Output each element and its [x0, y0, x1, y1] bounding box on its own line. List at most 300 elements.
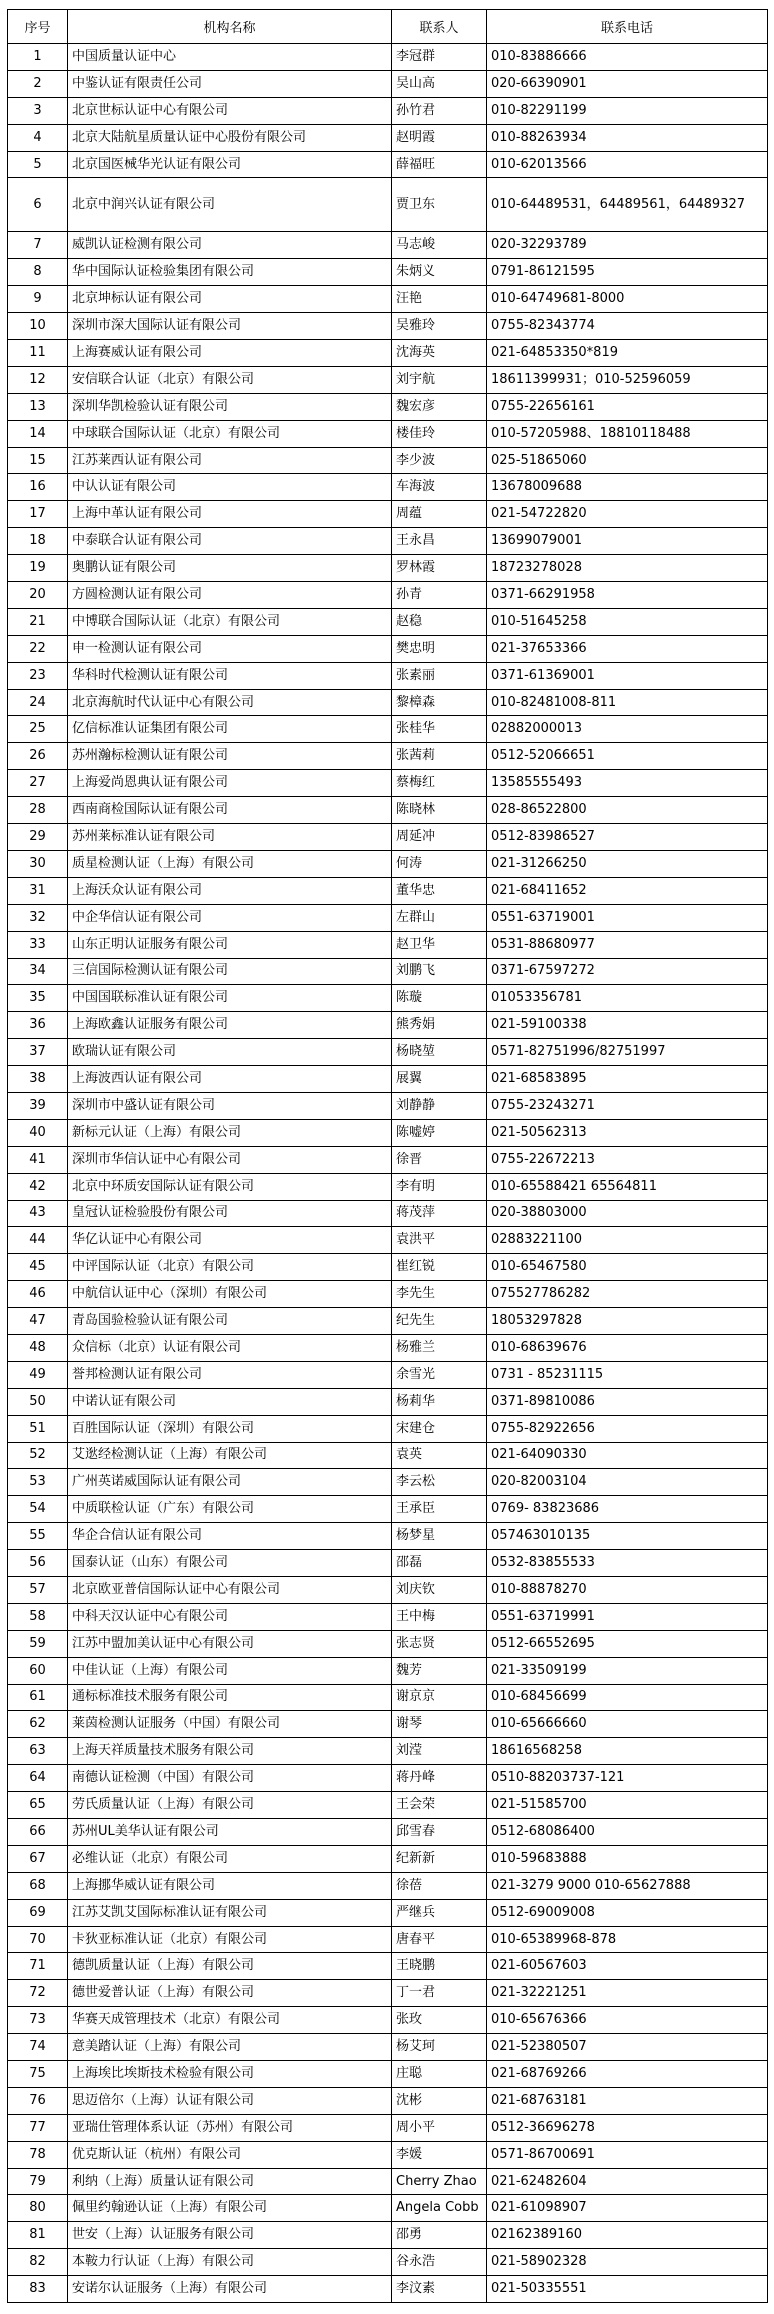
cell-serial: 1	[8, 44, 68, 71]
cell-serial: 39	[8, 1092, 68, 1119]
cell-contact: 刘宇航	[392, 366, 487, 393]
cell-phone: 021-37653366	[487, 635, 768, 662]
cell-contact: 王会荣	[392, 1792, 487, 1819]
cell-phone: 010-64749681-8000	[487, 286, 768, 313]
cell-organization: 誉邦检测认证有限公司	[68, 1361, 392, 1388]
cell-serial: 69	[8, 1899, 68, 1926]
table-row	[8, 232, 768, 259]
cell-organization: 北京海航时代认证中心有限公司	[68, 689, 392, 716]
cell-serial: 71	[8, 1953, 68, 1980]
cell-organization: 安信联合认证（北京）有限公司	[68, 366, 392, 393]
cell-organization: 奥鹏认证有限公司	[68, 555, 392, 582]
cell-serial: 77	[8, 2114, 68, 2141]
table-row	[8, 1200, 768, 1227]
cell-phone: 0371-67597272	[487, 958, 768, 985]
table-row	[8, 1872, 768, 1899]
cell-phone: 0755-82922656	[487, 1415, 768, 1442]
cell-organization: 北京中润兴认证有限公司	[68, 178, 392, 232]
cell-serial: 50	[8, 1388, 68, 1415]
table-row	[8, 501, 768, 528]
table-row	[8, 124, 768, 151]
cell-serial: 48	[8, 1334, 68, 1361]
cell-serial: 58	[8, 1603, 68, 1630]
cell-serial: 17	[8, 501, 68, 528]
table-row	[8, 1845, 768, 1872]
cell-serial: 59	[8, 1630, 68, 1657]
cell-contact: 李媛	[392, 2141, 487, 2168]
cell-organization: 申一检测认证有限公司	[68, 635, 392, 662]
cell-contact: 张茜莉	[392, 743, 487, 770]
cell-serial: 10	[8, 313, 68, 340]
table-row	[8, 1308, 768, 1335]
cell-contact: 李少波	[392, 447, 487, 474]
cell-contact: 邵勇	[392, 2222, 487, 2249]
cell-phone: 021-3279 9000 010-65627888	[487, 1872, 768, 1899]
cell-serial: 47	[8, 1308, 68, 1335]
cell-contact: 杨雅兰	[392, 1334, 487, 1361]
cell-contact: 吴雅玲	[392, 313, 487, 340]
cell-serial: 15	[8, 447, 68, 474]
table-row	[8, 151, 768, 178]
cell-organization: 北京国医械华光认证有限公司	[68, 151, 392, 178]
cell-phone: 010-83886666	[487, 44, 768, 71]
cell-serial: 16	[8, 474, 68, 501]
table-row	[8, 393, 768, 420]
cell-serial: 29	[8, 824, 68, 851]
cell-serial: 83	[8, 2276, 68, 2303]
table-row	[8, 259, 768, 286]
cell-organization: 德凯质量认证（上海）有限公司	[68, 1953, 392, 1980]
cell-organization: 劳氏质量认证（上海）有限公司	[68, 1792, 392, 1819]
table-row	[8, 1684, 768, 1711]
cell-phone: 021-50562313	[487, 1119, 768, 1146]
table-row	[8, 931, 768, 958]
table-row	[8, 877, 768, 904]
cell-organization: 华科时代检测认证有限公司	[68, 662, 392, 689]
cell-organization: 安诺尔认证服务（上海）有限公司	[68, 2276, 392, 2303]
cell-contact: 张志贤	[392, 1630, 487, 1657]
cell-phone: 021-59100338	[487, 1012, 768, 1039]
cell-serial: 67	[8, 1845, 68, 1872]
table-row	[8, 1173, 768, 1200]
table-row	[8, 1953, 768, 1980]
cell-organization: 中评国际认证（北京）有限公司	[68, 1254, 392, 1281]
table-row	[8, 1657, 768, 1684]
table-row	[8, 1765, 768, 1792]
cell-contact: 袁洪平	[392, 1227, 487, 1254]
cell-serial: 62	[8, 1711, 68, 1738]
table-row	[8, 1576, 768, 1603]
cell-organization: 莱茵检测认证服务（中国）有限公司	[68, 1711, 392, 1738]
cell-phone: 0571-82751996/82751997	[487, 1039, 768, 1066]
cell-organization: 中博联合国际认证（北京）有限公司	[68, 608, 392, 635]
cell-contact: 熊秀娟	[392, 1012, 487, 1039]
cell-contact: 朱炳义	[392, 259, 487, 286]
cell-organization: 上海中革认证有限公司	[68, 501, 392, 528]
cell-organization: 江苏莱西认证有限公司	[68, 447, 392, 474]
table-row	[8, 1899, 768, 1926]
cell-serial: 68	[8, 1872, 68, 1899]
cell-contact: 蒋丹峰	[392, 1765, 487, 1792]
cell-serial: 82	[8, 2249, 68, 2276]
cell-contact: 徐晋	[392, 1146, 487, 1173]
cell-phone: 021-64853350*819	[487, 340, 768, 367]
table-row	[8, 286, 768, 313]
cell-serial: 4	[8, 124, 68, 151]
cell-organization: 欧瑞认证有限公司	[68, 1039, 392, 1066]
cell-organization: 上海天祥质量技术服务有限公司	[68, 1738, 392, 1765]
cell-contact: 展翼	[392, 1066, 487, 1093]
cell-organization: 亚瑞仕管理体系认证（苏州）有限公司	[68, 2114, 392, 2141]
cell-serial: 64	[8, 1765, 68, 1792]
cell-organization: 艾逖经检测认证（上海）有限公司	[68, 1442, 392, 1469]
cell-phone: 0769- 83823686	[487, 1496, 768, 1523]
cell-organization: 华亿认证中心有限公司	[68, 1227, 392, 1254]
table-body	[8, 44, 768, 2303]
cell-contact: 沈海英	[392, 340, 487, 367]
table-row	[8, 474, 768, 501]
cell-phone: 0510-88203737-121	[487, 1765, 768, 1792]
cell-phone: 0551-63719001	[487, 904, 768, 931]
cell-phone: 020-32293789	[487, 232, 768, 259]
cell-contact: 王承臣	[392, 1496, 487, 1523]
cell-organization: 中泰联合认证有限公司	[68, 528, 392, 555]
cell-contact: 庄聪	[392, 2061, 487, 2088]
cell-serial: 54	[8, 1496, 68, 1523]
cell-serial: 43	[8, 1200, 68, 1227]
cell-phone: 021-68583895	[487, 1066, 768, 1093]
cell-contact: 杨晓堃	[392, 1039, 487, 1066]
cell-serial: 65	[8, 1792, 68, 1819]
cell-organization: 上海赛威认证有限公司	[68, 340, 392, 367]
cell-contact: 陈晓林	[392, 797, 487, 824]
cell-contact: 袁英	[392, 1442, 487, 1469]
cell-serial: 75	[8, 2061, 68, 2088]
cell-serial: 27	[8, 770, 68, 797]
table-row	[8, 797, 768, 824]
table-row	[8, 635, 768, 662]
cell-serial: 72	[8, 1980, 68, 2007]
table-row	[8, 1469, 768, 1496]
cell-organization: 江苏艾凯艾国际标准认证有限公司	[68, 1899, 392, 1926]
cell-phone: 0512-36696278	[487, 2114, 768, 2141]
cell-serial: 41	[8, 1146, 68, 1173]
cell-serial: 78	[8, 2141, 68, 2168]
table-row	[8, 1630, 768, 1657]
cell-contact: 车海波	[392, 474, 487, 501]
cell-phone: 057463010135	[487, 1523, 768, 1550]
cell-phone: 0371-89810086	[487, 1388, 768, 1415]
cell-serial: 23	[8, 662, 68, 689]
cell-organization: 通标标准技术服务有限公司	[68, 1684, 392, 1711]
cell-organization: 优克斯认证（杭州）有限公司	[68, 2141, 392, 2168]
cell-serial: 73	[8, 2007, 68, 2034]
cell-contact: 汪艳	[392, 286, 487, 313]
cell-serial: 26	[8, 743, 68, 770]
cell-organization: 山东正明认证服务有限公司	[68, 931, 392, 958]
cell-serial: 49	[8, 1361, 68, 1388]
cell-contact: 崔红锐	[392, 1254, 487, 1281]
cell-phone: 010-51645258	[487, 608, 768, 635]
cell-contact: 谢琴	[392, 1711, 487, 1738]
cell-contact: 孙竹君	[392, 97, 487, 124]
cell-phone: 010-65676366	[487, 2007, 768, 2034]
table-row	[8, 985, 768, 1012]
table-row	[8, 1550, 768, 1577]
cell-contact: 周小平	[392, 2114, 487, 2141]
table-row	[8, 366, 768, 393]
table-row	[8, 340, 768, 367]
cell-serial: 79	[8, 2168, 68, 2195]
cell-serial: 13	[8, 393, 68, 420]
cell-phone: 010-88263934	[487, 124, 768, 151]
cell-phone: 021-68763181	[487, 2087, 768, 2114]
cell-phone: 021-33509199	[487, 1657, 768, 1684]
cell-phone: 0512-69009008	[487, 1899, 768, 1926]
cell-contact: 何涛	[392, 850, 487, 877]
cell-organization: 德世爱普认证（上海）有限公司	[68, 1980, 392, 2007]
cell-serial: 5	[8, 151, 68, 178]
cell-phone: 0512-83986527	[487, 824, 768, 851]
cell-phone: 18616568258	[487, 1738, 768, 1765]
cell-serial: 37	[8, 1039, 68, 1066]
cell-organization: 华中国际认证检验集团有限公司	[68, 259, 392, 286]
cell-serial: 25	[8, 716, 68, 743]
cell-organization: 中球联合国际认证（北京）有限公司	[68, 420, 392, 447]
cell-serial: 45	[8, 1254, 68, 1281]
cell-organization: 中鉴认证有限责任公司	[68, 70, 392, 97]
table-row	[8, 904, 768, 931]
cell-serial: 8	[8, 259, 68, 286]
table-row	[8, 2141, 768, 2168]
cell-contact: 董华忠	[392, 877, 487, 904]
cell-contact: 纪先生	[392, 1308, 487, 1335]
cell-organization: 北京世标认证中心有限公司	[68, 97, 392, 124]
cell-serial: 20	[8, 582, 68, 609]
cell-contact: 杨莉华	[392, 1388, 487, 1415]
cell-serial: 56	[8, 1550, 68, 1577]
cell-phone: 010-57205988、18810118488	[487, 420, 768, 447]
table-row	[8, 1980, 768, 2007]
cell-organization: 深圳市华信认证中心有限公司	[68, 1146, 392, 1173]
cell-organization: 中航信认证中心（深圳）有限公司	[68, 1281, 392, 1308]
cell-serial: 3	[8, 97, 68, 124]
cell-organization: 利纳（上海）质量认证有限公司	[68, 2168, 392, 2195]
table-row	[8, 2087, 768, 2114]
cell-phone: 0512-66552695	[487, 1630, 768, 1657]
cell-phone: 021-68411652	[487, 877, 768, 904]
table-row	[8, 2034, 768, 2061]
cell-phone: 021-54722820	[487, 501, 768, 528]
cell-serial: 34	[8, 958, 68, 985]
table-row	[8, 1281, 768, 1308]
table-row	[8, 2222, 768, 2249]
table-row	[8, 1738, 768, 1765]
cell-organization: 中诺认证有限公司	[68, 1388, 392, 1415]
cell-phone: 075527786282	[487, 1281, 768, 1308]
cell-organization: 中国国联标准认证有限公司	[68, 985, 392, 1012]
table-row	[8, 770, 768, 797]
cell-organization: 苏州UL美华认证有限公司	[68, 1819, 392, 1846]
cell-serial: 30	[8, 850, 68, 877]
cell-contact: 李冠群	[392, 44, 487, 71]
cell-organization: 上海爱尚恩典认证有限公司	[68, 770, 392, 797]
cell-organization: 北京坤标认证有限公司	[68, 286, 392, 313]
table-row	[8, 528, 768, 555]
cell-contact: 李有明	[392, 1173, 487, 1200]
cell-phone: 01053356781	[487, 985, 768, 1012]
cell-contact: 王晓鹏	[392, 1953, 487, 1980]
cell-contact: 贾卫东	[392, 178, 487, 232]
cell-serial: 18	[8, 528, 68, 555]
cell-contact: 蒋茂萍	[392, 1200, 487, 1227]
cell-phone: 010-82291199	[487, 97, 768, 124]
cell-phone: 02882000013	[487, 716, 768, 743]
cell-phone: 13678009688	[487, 474, 768, 501]
cell-contact: 邵磊	[392, 1550, 487, 1577]
cell-phone: 021-68769266	[487, 2061, 768, 2088]
cell-phone: 0531-88680977	[487, 931, 768, 958]
table-row	[8, 420, 768, 447]
cell-phone: 010-64489531，64489561，64489327	[487, 178, 768, 232]
cell-contact: 张素丽	[392, 662, 487, 689]
cell-phone: 010-68639676	[487, 1334, 768, 1361]
cell-organization: 上海波西认证有限公司	[68, 1066, 392, 1093]
table-row	[8, 1792, 768, 1819]
cell-contact: 谢京京	[392, 1684, 487, 1711]
cell-organization: 中科天汉认证中心有限公司	[68, 1603, 392, 1630]
cell-phone: 02883221100	[487, 1227, 768, 1254]
cell-contact: Cherry Zhao	[392, 2168, 487, 2195]
cell-organization: 中企华信认证有限公司	[68, 904, 392, 931]
cell-organization: 众信标（北京）认证有限公司	[68, 1334, 392, 1361]
table-row	[8, 608, 768, 635]
cell-organization: 中认认证有限公司	[68, 474, 392, 501]
table-row	[8, 824, 768, 851]
cell-organization: 思迈倍尔（上海）认证有限公司	[68, 2087, 392, 2114]
cell-contact: Angela Cobb	[392, 2195, 487, 2222]
cell-contact: 赵卫华	[392, 931, 487, 958]
cell-contact: 杨艾珂	[392, 2034, 487, 2061]
cell-phone: 0532-83855533	[487, 1550, 768, 1577]
cell-contact: 孙青	[392, 582, 487, 609]
cell-serial: 76	[8, 2087, 68, 2114]
cell-contact: 陈嘘婷	[392, 1119, 487, 1146]
cell-serial: 80	[8, 2195, 68, 2222]
cell-organization: 深圳华凯检验认证有限公司	[68, 393, 392, 420]
cell-organization: 威凯认证检测有限公司	[68, 232, 392, 259]
table-row	[8, 1012, 768, 1039]
cell-organization: 上海埃比埃斯技术检验有限公司	[68, 2061, 392, 2088]
cell-organization: 上海欧鑫认证服务有限公司	[68, 1012, 392, 1039]
cell-phone: 0512-52066651	[487, 743, 768, 770]
cell-serial: 38	[8, 1066, 68, 1093]
cell-contact: 纪新新	[392, 1845, 487, 1872]
certification-bodies-table	[7, 9, 768, 2303]
table-row	[8, 1066, 768, 1093]
cell-phone: 18611399931；010-52596059	[487, 366, 768, 393]
table-row	[8, 44, 768, 71]
cell-contact: 严继兵	[392, 1899, 487, 1926]
cell-contact: 左群山	[392, 904, 487, 931]
cell-serial: 35	[8, 985, 68, 1012]
cell-contact: 刘庆钦	[392, 1576, 487, 1603]
cell-phone: 028-86522800	[487, 797, 768, 824]
cell-organization: 中国质量认证中心	[68, 44, 392, 71]
cell-contact: 赵明霞	[392, 124, 487, 151]
cell-phone: 021-58902328	[487, 2249, 768, 2276]
cell-serial: 36	[8, 1012, 68, 1039]
cell-serial: 52	[8, 1442, 68, 1469]
cell-serial: 22	[8, 635, 68, 662]
cell-phone: 0571-86700691	[487, 2141, 768, 2168]
cell-organization: 南德认证检测（中国）有限公司	[68, 1765, 392, 1792]
table-row	[8, 2114, 768, 2141]
cell-phone: 18053297828	[487, 1308, 768, 1335]
table-row	[8, 1711, 768, 1738]
table-row	[8, 1039, 768, 1066]
table-row	[8, 447, 768, 474]
table-row	[8, 2168, 768, 2195]
cell-contact: 邱雪春	[392, 1819, 487, 1846]
table-row	[8, 1146, 768, 1173]
cell-contact: 宋建仓	[392, 1415, 487, 1442]
cell-contact: 李先生	[392, 1281, 487, 1308]
cell-organization: 华赛天成管理技术（北京）有限公司	[68, 2007, 392, 2034]
cell-phone: 0791-86121595	[487, 259, 768, 286]
cell-serial: 24	[8, 689, 68, 716]
cell-phone: 0371-61369001	[487, 662, 768, 689]
cell-serial: 51	[8, 1415, 68, 1442]
cell-phone: 13585555493	[487, 770, 768, 797]
cell-phone: 020-82003104	[487, 1469, 768, 1496]
cell-phone: 021-61098907	[487, 2195, 768, 2222]
table-row	[8, 850, 768, 877]
cell-serial: 74	[8, 2034, 68, 2061]
cell-serial: 19	[8, 555, 68, 582]
cell-serial: 31	[8, 877, 68, 904]
cell-contact: 唐春平	[392, 1926, 487, 1953]
cell-phone: 010-59683888	[487, 1845, 768, 1872]
cell-contact: 沈彬	[392, 2087, 487, 2114]
cell-contact: 谷永浩	[392, 2249, 487, 2276]
table-row	[8, 1496, 768, 1523]
cell-organization: 质星检测认证（上海）有限公司	[68, 850, 392, 877]
table-row	[8, 1523, 768, 1550]
cell-serial: 2	[8, 70, 68, 97]
cell-phone: 021-51585700	[487, 1792, 768, 1819]
cell-serial: 6	[8, 178, 68, 232]
cell-organization: 必维认证（北京）有限公司	[68, 1845, 392, 1872]
cell-organization: 深圳市深大国际认证有限公司	[68, 313, 392, 340]
cell-phone: 0551-63719991	[487, 1603, 768, 1630]
cell-serial: 57	[8, 1576, 68, 1603]
cell-organization: 西南商检国际认证有限公司	[68, 797, 392, 824]
table-row	[8, 2007, 768, 2034]
cell-organization: 国泰认证（山东）有限公司	[68, 1550, 392, 1577]
cell-phone: 18723278028	[487, 555, 768, 582]
cell-contact: 李汶素	[392, 2276, 487, 2303]
cell-phone: 0731 - 85231115	[487, 1361, 768, 1388]
cell-phone: 0371-66291958	[487, 582, 768, 609]
cell-phone: 010-88878270	[487, 1576, 768, 1603]
table-row	[8, 1819, 768, 1846]
header-serial: 序号	[8, 10, 68, 44]
header-phone: 联系电话	[487, 10, 768, 44]
cell-organization: 北京中环质安国际认证有限公司	[68, 1173, 392, 1200]
cell-contact: 丁一君	[392, 1980, 487, 2007]
cell-organization: 中质联检认证（广东）有限公司	[68, 1496, 392, 1523]
